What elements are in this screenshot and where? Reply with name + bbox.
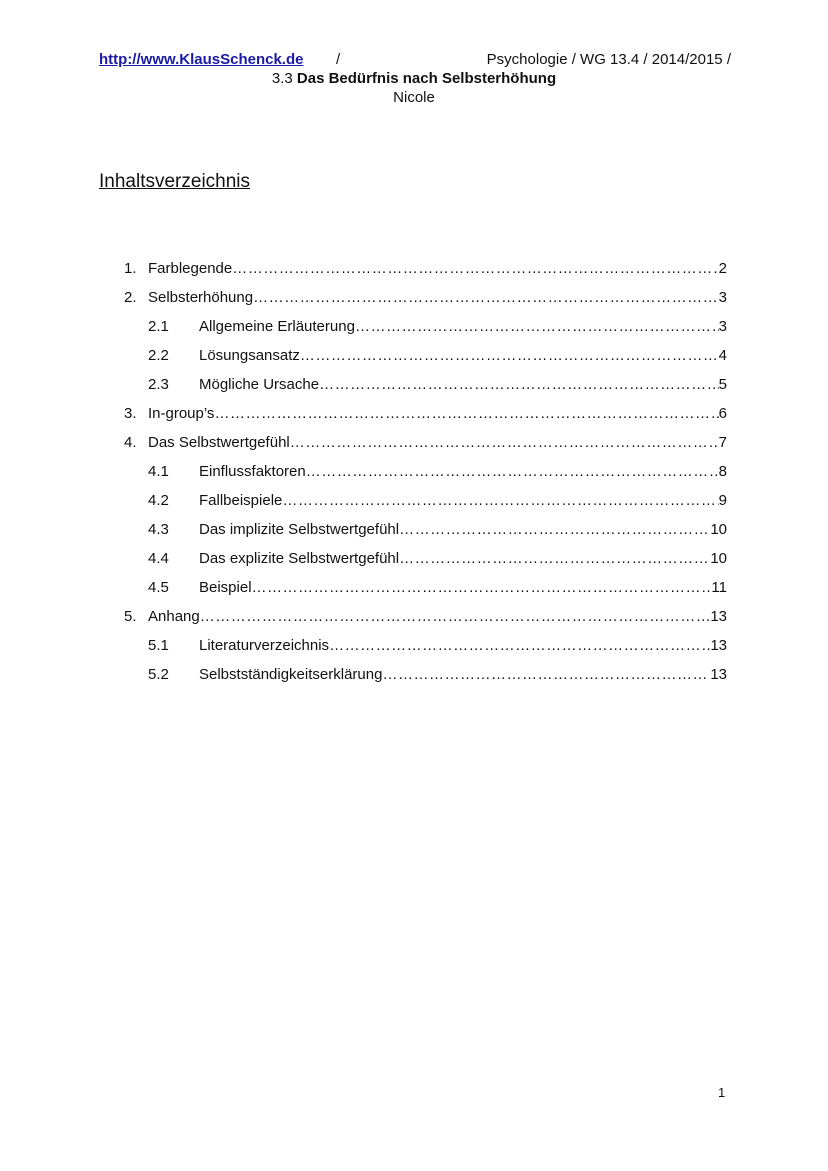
toc-entry-page: 11 <box>711 579 727 596</box>
toc-entry-page: 2 <box>718 260 727 277</box>
toc-entry-label: In-group’s <box>148 405 215 422</box>
toc-leader <box>399 547 710 571</box>
toc-entry-label: Farblegende <box>148 260 233 277</box>
toc-entry-page: 5 <box>718 376 727 393</box>
website-link[interactable]: http://www.KlausSchenck.de <box>99 51 304 68</box>
toc-entry-number: 2.3 <box>148 376 169 393</box>
toc-entry[interactable] <box>0 257 828 286</box>
toc-entry-page: 3 <box>718 318 727 335</box>
toc-entry-label: Einflussfaktoren <box>199 463 306 480</box>
toc-leader <box>319 373 719 397</box>
toc-subentry[interactable] <box>0 634 828 663</box>
toc-entry-page: 10 <box>710 521 727 538</box>
toc-entry-page: 7 <box>718 434 727 451</box>
toc-entry-number: 2. <box>124 289 137 306</box>
toc-entry-label: Allgemeine Erläuterung <box>199 318 355 335</box>
toc-subentry[interactable] <box>0 373 828 402</box>
toc-entry-number: 5. <box>124 608 137 625</box>
toc-entry-label: Das implizite Selbstwertgefühl <box>199 521 400 538</box>
toc-subentry[interactable] <box>0 547 828 576</box>
toc-leader <box>282 489 718 513</box>
toc-entry-number: 4.3 <box>148 521 169 538</box>
toc-entry-label: Das Selbstwertgefühl <box>148 434 290 451</box>
toc-entry-page: 8 <box>718 463 727 480</box>
toc-entry-number: 2.1 <box>148 318 169 335</box>
page-header <box>99 51 731 71</box>
toc-entry-number: 1. <box>124 260 137 277</box>
toc-leader <box>329 634 710 658</box>
toc-entry-label: Literaturverzeichnis <box>199 637 330 654</box>
toc-entry-number: 4.2 <box>148 492 169 509</box>
toc-entry-page: 9 <box>718 492 727 509</box>
toc-entry-label: Anhang <box>148 608 200 625</box>
toc-entry-page: 4 <box>718 347 727 364</box>
toc-leader <box>300 344 719 368</box>
toc-leader <box>214 402 718 426</box>
toc-leader <box>200 605 711 629</box>
toc-entry-label: Mögliche Ursache <box>199 376 320 393</box>
toc-subentry[interactable] <box>0 460 828 489</box>
toc-entry[interactable] <box>0 605 828 634</box>
toc-leader <box>253 286 719 310</box>
toc-heading: Inhaltsverzeichnis <box>99 171 251 192</box>
toc-entry-number: 5.2 <box>148 666 169 683</box>
toc-entry-number: 4.1 <box>148 463 169 480</box>
chapter-number: 3.3 <box>271 70 293 87</box>
chapter-title: Das Bedürfnis nach Selbsterhöhung <box>296 70 557 87</box>
toc-entry[interactable] <box>0 402 828 431</box>
toc-entry[interactable] <box>0 286 828 315</box>
toc-subentry[interactable] <box>0 576 828 605</box>
toc-subentry[interactable] <box>0 489 828 518</box>
toc-leader <box>252 576 712 600</box>
toc-entry-page: 10 <box>710 550 727 567</box>
toc-leader <box>290 431 719 455</box>
toc-leader <box>306 460 719 484</box>
toc-subentry[interactable] <box>0 315 828 344</box>
table-of-contents <box>0 257 828 692</box>
chapter-heading <box>0 70 828 87</box>
toc-entry-number: 3. <box>124 405 137 422</box>
author-name: Nicole <box>393 89 435 106</box>
toc-subentry[interactable] <box>0 663 828 692</box>
toc-leader <box>355 315 719 339</box>
toc-entry-number: 4.4 <box>148 550 169 567</box>
toc-subentry[interactable] <box>0 518 828 547</box>
header-separator: / <box>336 51 341 68</box>
toc-entry-label: Beispiel <box>199 579 252 596</box>
toc-entry-label: Selbstständigkeitserklärung <box>199 666 383 683</box>
toc-leader <box>382 663 710 687</box>
toc-entry-label: Lösungsansatz <box>199 347 300 364</box>
toc-entry-number: 2.2 <box>148 347 169 364</box>
toc-subentry[interactable] <box>0 344 828 373</box>
toc-leader <box>232 257 718 281</box>
toc-entry-page: 13 <box>710 608 727 625</box>
toc-entry-label: Das explizite Selbstwertgefühl <box>199 550 400 567</box>
toc-entry-label: Fallbeispiele <box>199 492 283 509</box>
toc-entry-page: 13 <box>710 637 727 654</box>
page-number: 1 <box>718 1085 726 1100</box>
toc-entry-page: 3 <box>718 289 727 306</box>
toc-entry-label: Selbsterhöhung <box>148 289 254 306</box>
toc-entry-page: 6 <box>718 405 727 422</box>
toc-leader <box>399 518 710 542</box>
toc-entry[interactable] <box>0 431 828 460</box>
course-info: Psychologie / WG 13.4 / 2014/2015 / <box>486 51 731 68</box>
toc-entry-number: 5.1 <box>148 637 169 654</box>
toc-entry-number: 4.5 <box>148 579 169 596</box>
toc-entry-page: 13 <box>710 666 727 683</box>
toc-entry-number: 4. <box>124 434 137 451</box>
